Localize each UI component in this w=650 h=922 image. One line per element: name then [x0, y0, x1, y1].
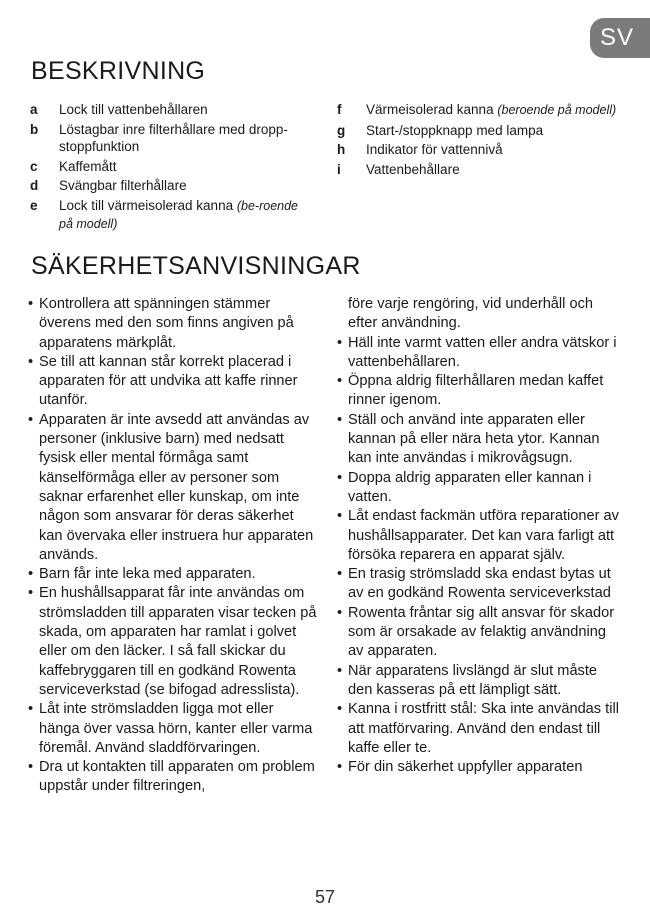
description-item: [337, 101, 627, 120]
description-label: Kaffemått: [59, 158, 117, 174]
description-key: g: [337, 122, 346, 138]
description-item: [30, 177, 305, 195]
safety-item: • En trasig strömsladd ska endast bytas ut av en godkänd Rowenta serviceverkstad: [337, 565, 622, 604]
safety-item: • Öppna aldrig filterhållaren medan kaffet rinner igenom.: [337, 372, 622, 411]
description-text: [59, 101, 305, 119]
safety-item: • Apparaten är inte avsedd att användas av personer (inklusive barn) med nedsatt fysisk eller mental förmåga samt känselförmåga eller av personer som saknar erfarenhet eller kunskap, om inte någon som ansvarar för deras säkerhet kan övervaka eller instruera hur apparaten används.: [28, 411, 318, 565]
description-label: Svängbar filterhållare: [59, 178, 187, 193]
description-item: [30, 158, 305, 176]
safety-item: • Ställ och använd inte apparaten eller kannan på eller nära heta ytor. Kannan kan inte användas i mikrovågsugn.: [337, 411, 622, 469]
section-title-beskrivning: BESKRIVNING: [31, 57, 206, 85]
safety-item: • Kontrollera att spänningen stämmer överens med den som finns angiven på apparatens märkplåt.: [28, 295, 318, 353]
description-text: [366, 161, 627, 179]
description-note: (be-roende på modell): [59, 198, 299, 231]
safety-item: • Doppa aldrig apparaten eller kannan i vatten.: [337, 469, 622, 508]
safety-list-right: [337, 295, 622, 777]
page-number: 57: [314, 887, 336, 907]
description-text: [59, 158, 305, 176]
description-label: Vattenbehållare: [366, 161, 460, 177]
safety-item: • Låt endast fackmän utföra reparationer av hushållsapparater. Det kan vara farligt att försöka reparera en apparat själv.: [337, 507, 622, 565]
description-label: Indikator för vattennivå: [366, 142, 503, 157]
description-text: [59, 177, 305, 195]
description-text: [366, 122, 627, 140]
description-list-right: [337, 101, 627, 180]
description-item: [337, 122, 627, 140]
language-tab: SV: [590, 18, 650, 58]
safety-item: • Barn får inte leka med apparaten.: [28, 565, 318, 584]
description-key: e: [30, 197, 38, 213]
description-key: d: [30, 178, 39, 193]
section-title-sakerhetsanvisningar: SÄKERHETSANVISNINGAR: [31, 252, 361, 280]
description-item: [337, 141, 627, 159]
description-label: Lock till värmeisolerad kanna: [59, 197, 234, 213]
safety-item: • Rowenta fråntar sig allt ansvar för skador som är orsakade av felaktig användning av apparaten.: [337, 604, 622, 662]
safety-item: • Se till att kannan står korrekt placerad i apparaten för att undvika att kaffe rinner utanför.: [28, 353, 318, 411]
safety-item: • En hushållsapparat får inte användas om strömsladden till apparaten visar tecken på skada, om apparaten har ramlat i golvet eller om den läcker. I så fall skickar du kaffebryggaren till en godkänd Rowenta serviceverkstad (se bifogad adresslista).: [28, 584, 318, 700]
description-label: Löstagbar inre filterhållare med dropp-stoppfunktion: [59, 121, 288, 154]
description-text: [59, 121, 305, 156]
description-label: Lock till vattenbehållaren: [59, 102, 208, 117]
description-key: b: [30, 121, 39, 137]
description-item: [30, 101, 305, 119]
safety-item: • När apparatens livslängd är slut måste den kasseras på ett lämpligt sätt.: [337, 662, 622, 701]
description-key: f: [337, 102, 342, 117]
description-key: c: [30, 158, 38, 174]
description-list-left: [30, 101, 305, 236]
description-label: Värmeisolerad kanna: [366, 102, 494, 117]
safety-list-left: [28, 295, 318, 797]
description-item: [30, 121, 305, 156]
description-item: [337, 161, 627, 179]
description-note: (beroende på modell): [497, 103, 617, 117]
description-key: i: [337, 161, 341, 177]
safety-item: före varje rengöring, vid underhåll och efter användning.: [348, 296, 593, 332]
description-text: [59, 197, 305, 234]
safety-item: • Dra ut kontakten till apparaten om problem uppstår under filtreringen,: [28, 758, 318, 797]
description-item: [30, 197, 305, 234]
description-label: Start-/stoppknapp med lampa: [366, 122, 544, 138]
safety-item: • Häll inte varmt vatten eller andra vätskor i vattenbehållaren.: [337, 334, 622, 373]
description-key: h: [337, 142, 346, 157]
description-key: a: [30, 102, 38, 117]
safety-item: • Kanna i rostfritt stål: Ska inte användas till att matförvaring. Använd den endast till kaffe eller te.: [337, 700, 622, 758]
safety-item: • Låt inte strömsladden ligga mot eller hänga över vassa hörn, kanter eller varma föremål. Använd sladdförvaringen.: [28, 700, 318, 758]
description-text: [366, 101, 627, 120]
description-text: [366, 141, 627, 159]
safety-item: • För din säkerhet uppfyller apparaten: [337, 758, 622, 777]
